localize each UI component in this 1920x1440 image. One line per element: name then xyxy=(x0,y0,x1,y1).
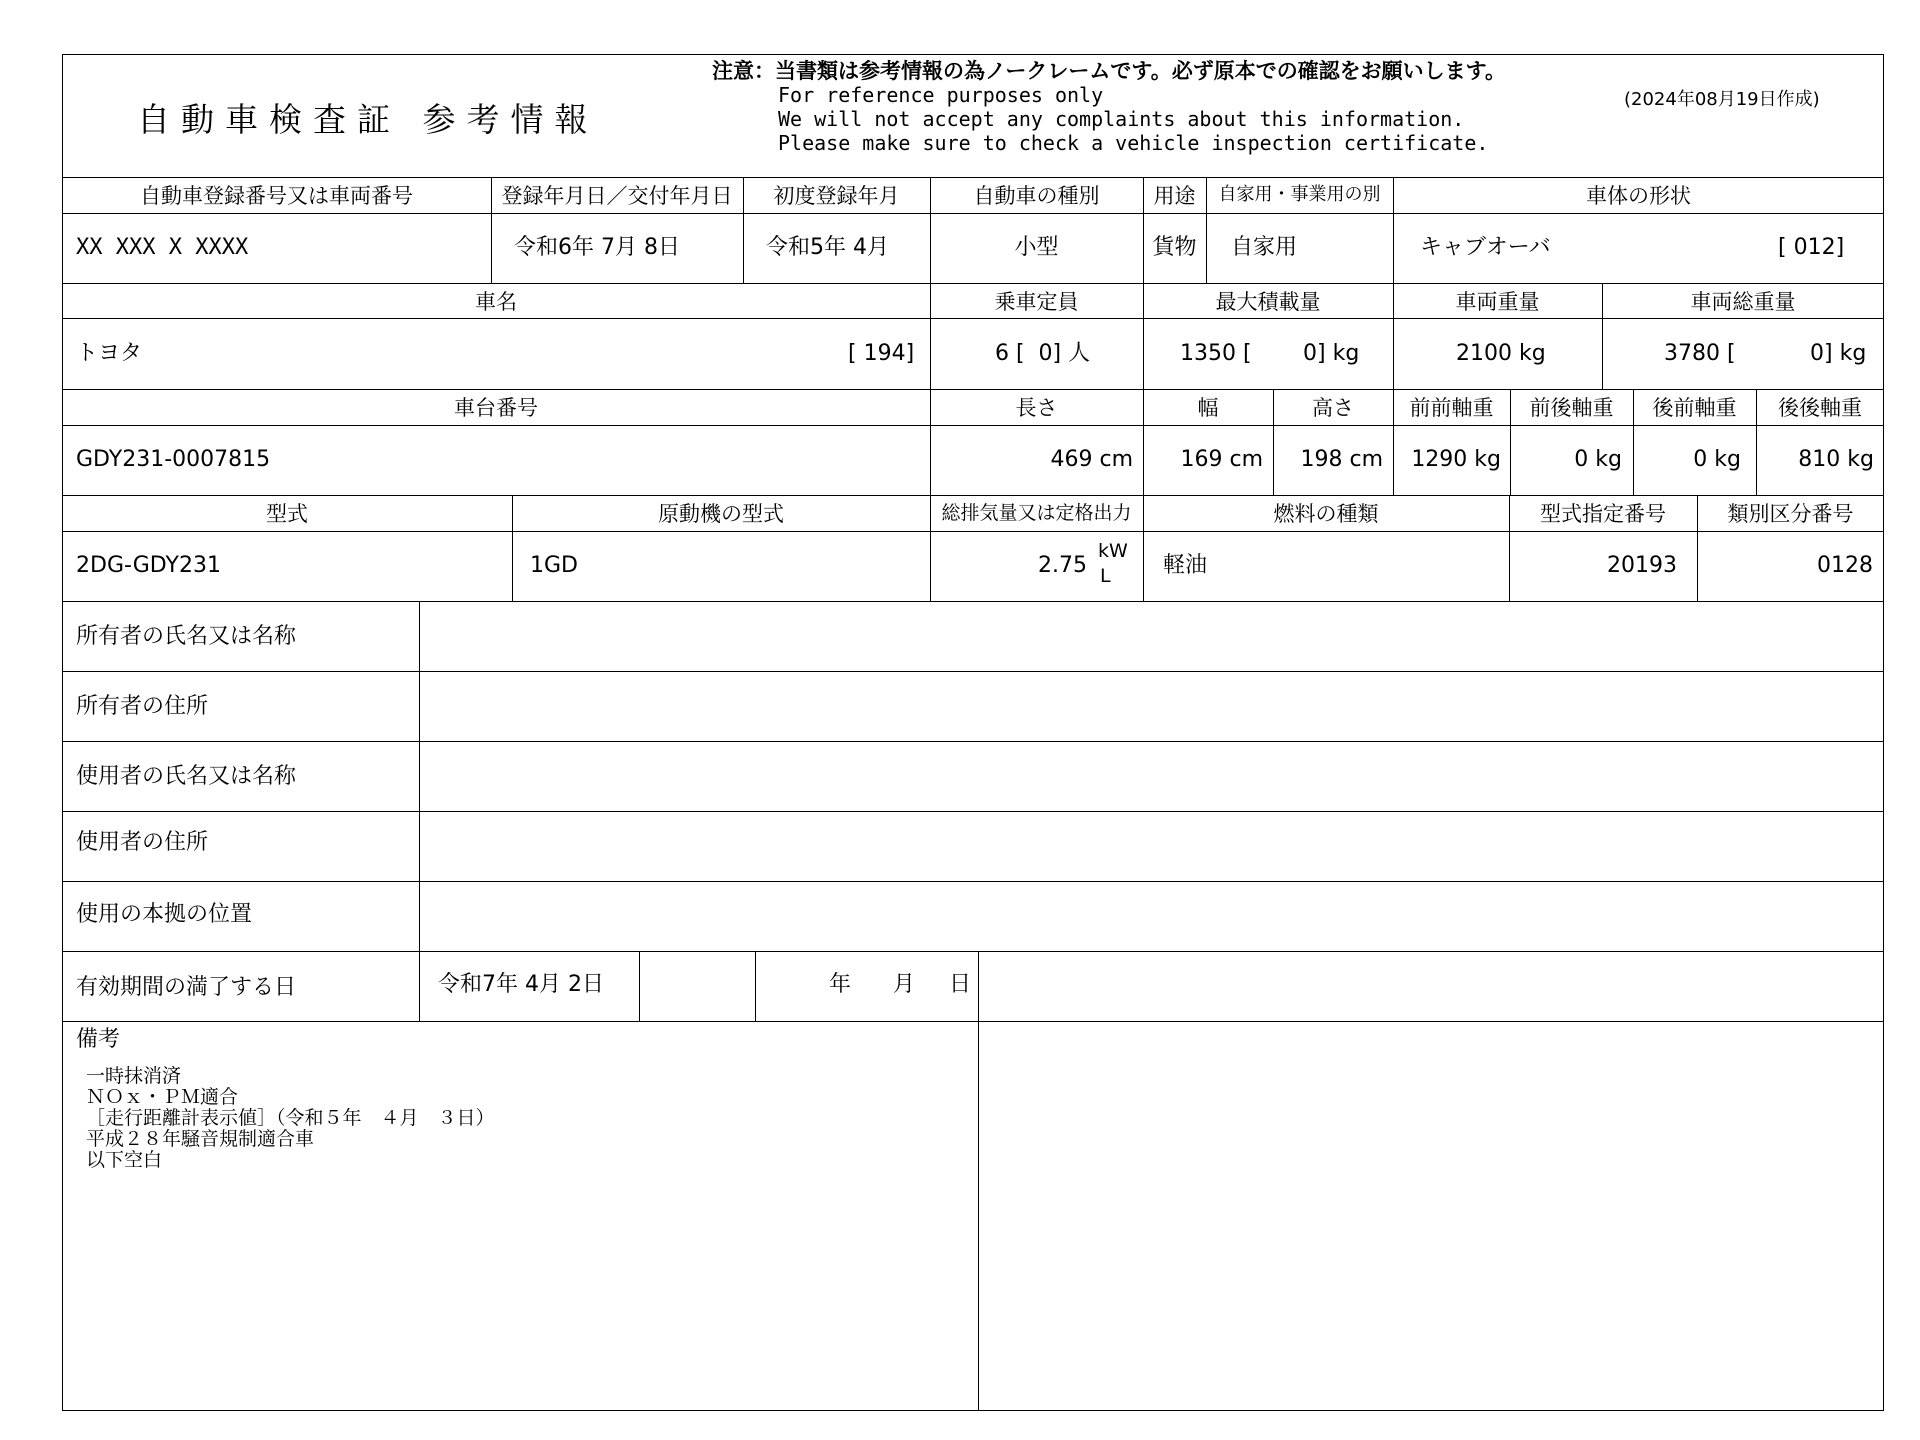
expiry-month-char: 月 xyxy=(893,972,916,997)
expiry-year-char: 年 xyxy=(829,972,852,997)
rule xyxy=(62,213,1884,214)
rr-axle-value: 810 kg xyxy=(1798,447,1874,472)
user-address-label: 使用者の住所 xyxy=(76,830,209,855)
header-length: 長さ xyxy=(1015,396,1058,420)
header-max-load: 最大積載量 xyxy=(1215,290,1321,314)
unit-l: L xyxy=(1100,565,1111,587)
header-rf-axle: 後前軸重 xyxy=(1652,396,1737,420)
displacement-value: 2.75 xyxy=(1038,553,1087,578)
notice-english-line: For reference purposes only xyxy=(778,83,1104,107)
remarks-line: 以下空白 xyxy=(86,1149,163,1171)
type-designation-value: 20193 xyxy=(1607,553,1677,578)
rule xyxy=(755,951,756,1021)
model-value: 2DG-GDY231 xyxy=(76,553,221,578)
body-shape-code: [ 012] xyxy=(1778,235,1845,260)
header-fuel: 燃料の種類 xyxy=(1273,502,1379,526)
rule xyxy=(62,495,1884,496)
notice-english-line: We will not accept any complaints about this information. xyxy=(778,107,1465,131)
rule xyxy=(62,531,1884,532)
fr-axle-value: 0 kg xyxy=(1574,447,1622,472)
rule xyxy=(639,951,640,1021)
page-title: 自動車検査証 参考情報 xyxy=(137,100,599,139)
rule xyxy=(62,671,1884,672)
rule xyxy=(62,601,1884,602)
header-capacity: 乗車定員 xyxy=(994,290,1079,314)
header-category-number: 類別区分番号 xyxy=(1727,502,1854,526)
reg-number-value: XX XXX X XXXX xyxy=(76,235,249,260)
header-reg-number: 自動車登録番号又は車両番号 xyxy=(140,184,413,208)
rule xyxy=(62,811,1884,812)
vehicle-name-code: [ 194] xyxy=(848,341,915,366)
owner-address-label: 所有者の住所 xyxy=(76,694,209,719)
rule xyxy=(419,601,420,1021)
header-vehicle-name: 車名 xyxy=(475,290,517,314)
rule xyxy=(978,951,979,1411)
first-reg-value: 令和5年 4月 xyxy=(766,235,889,260)
notice-japanese: 注意：当書類は参考情報の為ノークレームです。必ず原本での確認をお願いします。 xyxy=(712,59,1507,83)
header-displacement: 総排気量又は定格出力 xyxy=(941,502,1132,524)
gross-weight-value: 3780 [ xyxy=(1664,341,1736,366)
body-shape-value: キャブオーバ xyxy=(1420,235,1551,260)
rf-axle-value: 0 kg xyxy=(1693,447,1741,472)
header-chassis: 車台番号 xyxy=(454,396,538,420)
fuel-value: 軽油 xyxy=(1163,553,1208,578)
reg-date-value: 令和6年 7月 8日 xyxy=(514,235,680,260)
rule xyxy=(62,283,1884,284)
header-fr-axle: 前後軸重 xyxy=(1529,396,1614,420)
ff-axle-value: 1290 kg xyxy=(1411,447,1501,472)
header-type-designation: 型式指定番号 xyxy=(1540,502,1666,526)
max-load-unit: 0] kg xyxy=(1303,341,1360,366)
header-reg-date: 登録年月日／交付年月日 xyxy=(501,184,733,208)
chassis-value: GDY231-0007815 xyxy=(76,447,271,472)
header-vehicle-weight: 車両重量 xyxy=(1455,290,1540,314)
rule xyxy=(62,177,1884,178)
header-width: 幅 xyxy=(1197,396,1219,420)
header-ff-axle: 前前軸重 xyxy=(1409,396,1494,420)
owner-name-label: 所有者の氏名又は名称 xyxy=(76,624,297,649)
expiry-day-char: 日 xyxy=(949,972,972,997)
use-value: 貨物 xyxy=(1152,235,1197,260)
vehicle-class-value: 小型 xyxy=(1014,235,1059,260)
category-number-value: 0128 xyxy=(1817,553,1873,578)
header-gross-weight: 車両総重量 xyxy=(1690,290,1796,314)
height-value: 198 cm xyxy=(1300,447,1383,472)
header-private-business: 自家用・事業用の別 xyxy=(1218,184,1381,205)
engine-model-value: 1GD xyxy=(530,553,578,578)
base-location-label: 使用の本拠の位置 xyxy=(76,902,253,927)
notice-english-line: Please make sure to check a vehicle inspection certificate. xyxy=(778,131,1489,155)
header-first-reg: 初度登録年月 xyxy=(773,184,900,208)
remarks-line: 一時抹消済 xyxy=(86,1065,182,1087)
creation-date: (2024年08月19日作成) xyxy=(1624,89,1820,110)
header-body-shape: 車体の形状 xyxy=(1586,184,1691,208)
vehicle-weight-value: 2100 kg xyxy=(1456,341,1546,366)
vehicle-name-value: トヨタ xyxy=(76,341,143,366)
rule xyxy=(62,318,1884,319)
rule xyxy=(62,741,1884,742)
width-value: 169 cm xyxy=(1180,447,1263,472)
private-business-value: 自家用 xyxy=(1231,235,1298,260)
rule xyxy=(62,389,1884,390)
rule xyxy=(62,951,1884,952)
remarks-label: 備考 xyxy=(76,1027,121,1052)
gross-weight-unit: 0] kg xyxy=(1810,341,1867,366)
header-engine-model: 原動機の型式 xyxy=(658,502,784,526)
max-load-value: 1350 [ xyxy=(1180,341,1252,366)
header-use: 用途 xyxy=(1153,184,1196,208)
header-vehicle-class: 自動車の種別 xyxy=(973,184,1100,208)
rule xyxy=(62,1021,1884,1022)
header-model: 型式 xyxy=(266,502,308,526)
remarks-line: ［走行距離計表示値］（令和５年 ４月 ３日） xyxy=(86,1107,495,1129)
unit-kw: kW xyxy=(1098,540,1128,562)
rule xyxy=(62,881,1884,882)
header-rr-axle: 後後軸重 xyxy=(1778,396,1862,420)
header-height: 高さ xyxy=(1312,396,1354,420)
remarks-line: 平成２８年騒音規制適合車 xyxy=(86,1128,315,1150)
remarks-line: ＮＯｘ・ＰＭ適合 xyxy=(86,1086,239,1108)
capacity-value: 6 [ 0] 人 xyxy=(995,341,1091,366)
user-name-label: 使用者の氏名又は名称 xyxy=(76,764,297,789)
rule xyxy=(62,425,1884,426)
expiry-date-value: 令和7年 4月 2日 xyxy=(438,972,604,997)
expiry-label: 有効期間の満了する日 xyxy=(76,975,297,1000)
length-value: 469 cm xyxy=(1050,447,1133,472)
